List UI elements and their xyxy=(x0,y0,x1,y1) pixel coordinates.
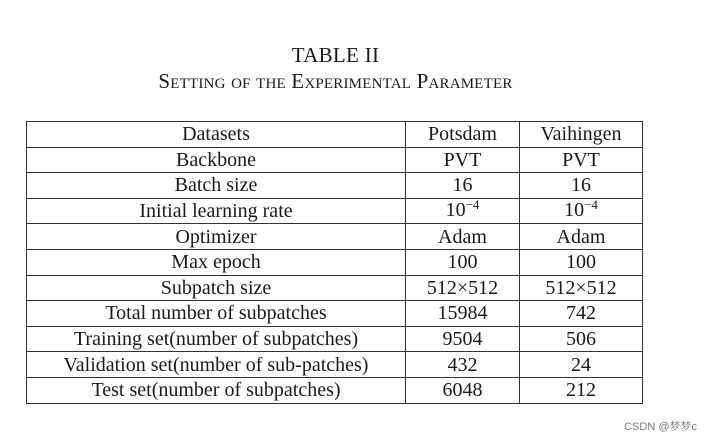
table-row xyxy=(27,147,643,173)
param-label: Max epoch xyxy=(27,249,406,275)
header-potsdam: Potsdam xyxy=(406,122,520,148)
param-label: Total number of subpatches xyxy=(27,301,406,327)
table-row xyxy=(27,275,643,301)
header-datasets: Datasets xyxy=(27,122,406,148)
potsdam-value: 512×512 xyxy=(406,275,520,301)
table-row xyxy=(27,249,643,275)
table-row xyxy=(27,326,643,352)
table-row xyxy=(27,377,643,403)
table-row xyxy=(27,224,643,250)
table-row xyxy=(27,173,643,199)
param-label: Optimizer xyxy=(27,224,406,250)
table-caption: Setting of the Experimental Parameter xyxy=(158,69,513,93)
param-label: Backbone xyxy=(27,147,406,173)
param-label: Initial learning rate xyxy=(27,198,406,224)
vaihingen-value: 212 xyxy=(520,377,643,403)
vaihingen-value: PVT xyxy=(520,147,643,173)
potsdam-value xyxy=(406,198,520,224)
potsdam-value: 6048 xyxy=(406,377,520,403)
table-row xyxy=(27,198,643,224)
potsdam-value: PVT xyxy=(406,147,520,173)
potsdam-lr-base: 10 xyxy=(445,199,466,222)
table-header-row xyxy=(27,122,643,148)
table-row xyxy=(27,352,643,378)
table-title: TABLE II xyxy=(291,43,380,67)
vaihingen-lr-exponent: −4 xyxy=(584,197,598,213)
param-label: Test set(number of subpatches) xyxy=(27,377,406,403)
param-label: Training set(number of subpatches) xyxy=(27,326,406,352)
vaihingen-value: 24 xyxy=(520,352,643,378)
vaihingen-value: 100 xyxy=(520,249,643,275)
potsdam-value: 100 xyxy=(406,249,520,275)
param-label: Validation set(number of sub-patches) xyxy=(27,352,406,378)
param-label: Subpatch size xyxy=(27,275,406,301)
vaihingen-value: 506 xyxy=(520,326,643,352)
vaihingen-value: 512×512 xyxy=(520,275,643,301)
potsdam-value: 9504 xyxy=(406,326,520,352)
parameter-table xyxy=(26,121,643,404)
potsdam-lr-exponent: −4 xyxy=(465,197,480,213)
watermark: CSDN @梦梦c xyxy=(624,421,697,433)
param-label: Batch size xyxy=(27,173,406,199)
vaihingen-value: 16 xyxy=(520,173,643,199)
table-row xyxy=(27,301,643,327)
potsdam-value: 16 xyxy=(406,173,520,199)
vaihingen-value xyxy=(520,198,643,224)
vaihingen-lr-base: 10 xyxy=(564,199,585,222)
vaihingen-value: Adam xyxy=(520,224,643,250)
vaihingen-value: 742 xyxy=(520,301,643,327)
potsdam-value: 432 xyxy=(406,352,520,378)
potsdam-value: Adam xyxy=(406,224,520,250)
potsdam-value: 15984 xyxy=(406,301,520,327)
header-vaihingen: Vaihingen xyxy=(520,122,643,148)
